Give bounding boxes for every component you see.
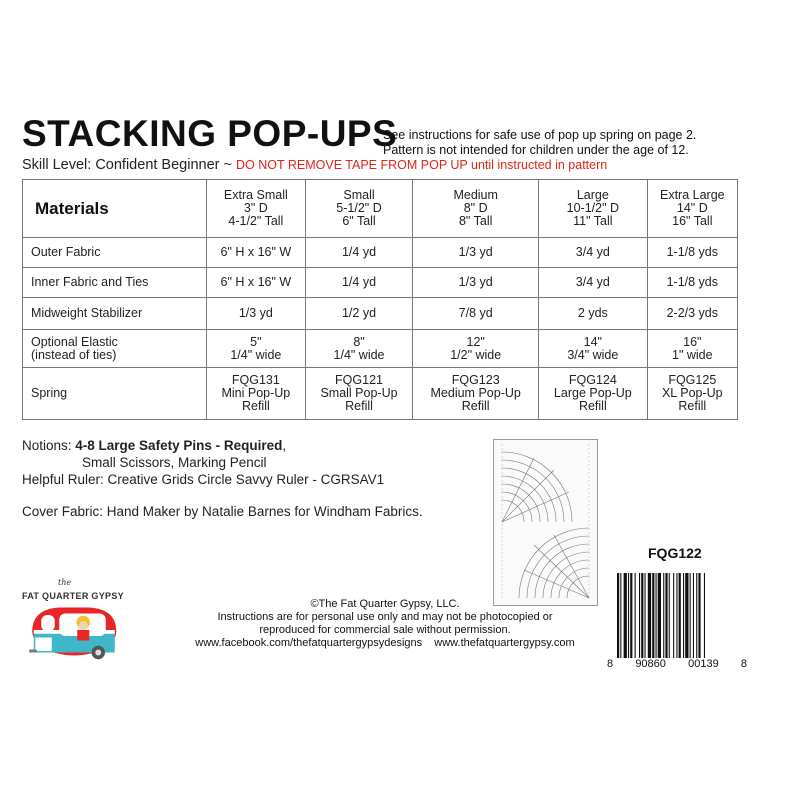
logo-name: FAT QUARTER GYPSY	[22, 591, 124, 601]
row-label: Midweight Stabilizer	[23, 298, 207, 330]
barcode-bar	[696, 573, 697, 658]
barcode-bar	[669, 573, 670, 658]
product-code: FQG122	[648, 545, 702, 561]
website-link[interactable]: www.thefatquartergypsy.com	[434, 637, 575, 649]
barcode-number: 8 90860 00139 8	[607, 658, 747, 670]
table-cell: 5" 1/4" wide	[207, 330, 306, 368]
barcode-bar	[685, 573, 688, 658]
circle-ruler-image	[493, 439, 598, 606]
skill-level	[22, 157, 607, 173]
barcode-bar	[656, 573, 657, 658]
size-diameter: 8" D	[463, 201, 488, 215]
barcode-bar	[639, 573, 640, 658]
barcode-bar	[628, 573, 629, 658]
size-name: Extra Large	[659, 188, 725, 202]
safety-note-line1: See instructions for safe use of pop up spring on page 2.	[383, 128, 697, 142]
barcode-bar	[673, 573, 674, 658]
table-cell: 1/3 yd	[413, 238, 539, 268]
barcode-bar	[624, 573, 627, 658]
facebook-link[interactable]: www.facebook.com/thefatquartergypsydesigns	[195, 637, 423, 649]
table-cell: 14" 3/4" wide	[539, 330, 648, 368]
table-cell: 8" 1/4" wide	[305, 330, 413, 368]
barcode-bar	[630, 573, 632, 658]
cover-fabric: Cover Fabric: Hand Maker by Natalie Barnes for Windham Fabrics.	[22, 504, 423, 519]
size-name: Medium	[453, 188, 498, 202]
page-title: STACKING POP-UPS	[22, 113, 398, 154]
table-cell: 3/4 yd	[539, 238, 648, 268]
table-cell: FQG124 Large Pop-Up Refill	[539, 368, 648, 420]
size-header	[413, 180, 539, 238]
table-cell: FQG123 Medium Pop-Up Refill	[413, 368, 539, 420]
copyright-terms: Instructions are for personal use only and may not be photocopied or	[217, 611, 553, 623]
size-diameter: 3" D	[243, 201, 268, 215]
table-cell: 1/3 yd	[207, 298, 306, 330]
table-row	[23, 298, 738, 330]
table-cell: FQG121 Small Pop-Up Refill	[305, 368, 413, 420]
materials-header-row	[23, 180, 738, 238]
table-cell: 1/4 yd	[305, 268, 413, 298]
notions-line: Notions: 4-8 Large Safety Pins - Required,	[22, 438, 287, 453]
size-height: 6" Tall	[342, 214, 376, 228]
size-header	[305, 180, 413, 238]
copyright-terms-2: reproduced for commercial sale without permission.	[259, 624, 511, 636]
table-cell: 1-1/8 yds	[647, 238, 737, 268]
notions-line2: Small Scissors, Marking Pencil	[82, 455, 267, 470]
logo-the: the	[58, 578, 72, 587]
barcode-bar	[690, 573, 691, 658]
barcode-bar	[648, 573, 651, 658]
table-cell: 12" 1/2" wide	[413, 330, 539, 368]
size-height: 11" Tall	[573, 214, 613, 228]
table-cell: 2 yds	[539, 298, 648, 330]
barcode-bar	[620, 573, 621, 658]
table-cell: 1/2 yd	[305, 298, 413, 330]
table-cell: 6" H x 16" W	[207, 238, 306, 268]
size-diameter: 14" D	[676, 201, 708, 215]
barcode-bar	[652, 573, 654, 658]
size-name: Small	[343, 188, 375, 202]
web-links	[160, 637, 610, 650]
row-label: Outer Fabric	[23, 238, 207, 268]
copyright-block	[160, 598, 610, 650]
table-cell: 6" H x 16" W	[207, 268, 306, 298]
notions-required: 4-8 Large Safety Pins - Required	[75, 438, 283, 453]
size-height: 4-1/2" Tall	[228, 214, 284, 228]
table-cell: 7/8 yd	[413, 298, 539, 330]
size-header	[207, 180, 306, 238]
table-row	[23, 368, 738, 420]
size-header	[539, 180, 648, 238]
size-name: Extra Small	[223, 188, 288, 202]
table-row	[23, 268, 738, 298]
table-cell: 1-1/8 yds	[647, 268, 737, 298]
table-cell: 3/4 yd	[539, 268, 648, 298]
row-label: Spring	[23, 368, 207, 420]
barcode-bar	[641, 573, 643, 658]
materials-table	[22, 179, 738, 420]
size-name: Large	[576, 188, 609, 202]
size-height: 8" Tall	[458, 214, 493, 228]
barcode-bar	[665, 573, 667, 658]
barcode-bar	[658, 573, 661, 658]
barcode-bar	[698, 573, 700, 658]
size-header	[647, 180, 737, 238]
copyright-line: ©The Fat Quarter Gypsy, LLC.	[310, 598, 460, 610]
safety-note-line2: Pattern is not intended for children under the age of 12.	[383, 143, 689, 157]
size-diameter: 5-1/2" D	[336, 201, 382, 215]
skill-label: Skill Level: Confident Beginner ~	[22, 157, 237, 173]
row-label: Inner Fabric and Ties	[23, 268, 207, 298]
materials-heading: Materials	[23, 180, 207, 238]
barcode-bar	[617, 573, 619, 658]
barcode-bar	[704, 573, 705, 658]
tape-warning: DO NOT REMOVE TAPE FROM POP UP until instructed in pattern	[236, 158, 608, 172]
table-row	[23, 330, 738, 368]
barcode-bar	[676, 573, 677, 658]
barcode-bar	[635, 573, 636, 658]
trailer-logo-icon	[18, 600, 138, 675]
helpful-ruler: Helpful Ruler: Creative Grids Circle Savvy Ruler - CGRSAV1	[22, 472, 385, 487]
table-cell: 1/3 yd	[413, 268, 539, 298]
barcode-bar	[679, 573, 681, 658]
table-cell: 16" 1" wide	[647, 330, 737, 368]
barcode-bar	[693, 573, 694, 658]
row-label: Optional Elastic (instead of ties)	[23, 330, 207, 368]
barcode-bar	[683, 573, 684, 658]
barcode-bar	[645, 573, 646, 658]
table-cell: FQG131 Mini Pop-Up Refill	[207, 368, 306, 420]
size-diameter: 10-1/2" D	[566, 201, 620, 215]
table-cell: 2-2/3 yds	[647, 298, 737, 330]
safety-note	[383, 128, 696, 158]
table-cell: FQG125 XL Pop-Up Refill	[647, 368, 737, 420]
barcode-bar	[663, 573, 664, 658]
notions-block	[22, 437, 384, 488]
table-row	[23, 238, 738, 268]
table-cell: 1/4 yd	[305, 238, 413, 268]
size-height: 16" Tall	[672, 214, 713, 228]
barcode-icon	[617, 573, 741, 658]
